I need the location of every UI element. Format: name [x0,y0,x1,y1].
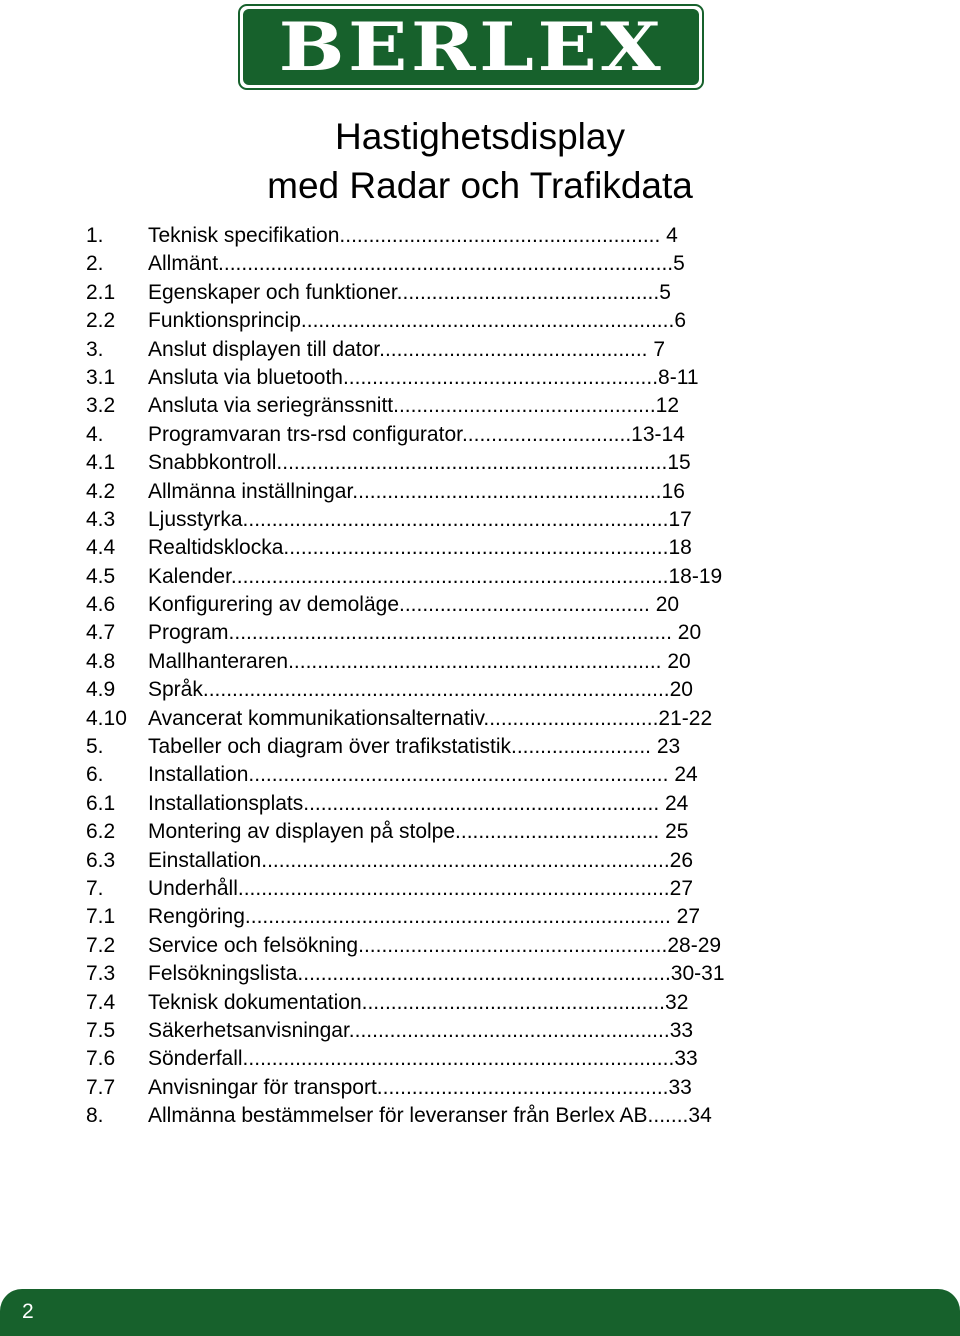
toc-item [86,790,886,818]
toc-item-number: 6.1 [86,791,116,815]
toc-item [86,534,886,562]
berlex-logo [238,4,704,90]
toc-item-number: 3. [86,337,104,361]
toc-item [86,279,886,307]
toc-item [86,364,886,392]
toc-item-number: 4.9 [86,678,116,702]
toc-item [86,989,886,1017]
toc-item [86,222,886,250]
toc-item-number: 7.2 [86,933,116,957]
toc-item-entry: Funktionsprincip................................................................6 [148,309,686,333]
toc-item-entry: Felsökningslista................................................................30-31 [148,962,725,986]
toc-item-entry: Programvaran trs-rsd configurator.............................13-14 [148,422,685,446]
toc-item-entry: Ansluta via bluetooth......................................................8-11 [148,365,699,389]
toc-item-number: 7.5 [86,1018,116,1042]
toc-item [86,1017,886,1045]
toc-item-number: 8. [86,1104,104,1128]
toc-item [86,478,886,506]
toc-item-number: 4.5 [86,564,116,588]
toc-item-entry: Allmänna bestämmelser för leveranser från Berlex AB.......34 [148,1104,712,1128]
toc-item-number: 2. [86,252,104,276]
toc-item-entry: Ansluta via seriegränssnitt.............................................12 [148,394,680,418]
toc-item-number: 4.10 [86,706,127,730]
toc-item [86,619,886,647]
toc-item-entry: Säkerhetsanvisningar.......................................................33 [148,1018,694,1042]
toc-item [86,875,886,903]
toc-item [86,563,886,591]
toc-item-entry: Konfigurering av demoläge........................................... 20 [148,593,680,617]
page-title-line-1: Hastighetsdisplay [335,116,625,157]
toc-item-number: 1. [86,224,104,247]
toc-item-entry: Teknisk specifikation....................................................... 4 [148,224,678,247]
toc-item-entry: Tabeller och diagram över trafikstatistik........................ 23 [148,735,681,759]
toc-item-entry: Program............................................................................ 20 [148,621,702,645]
toc-item-entry: Snabbkontroll...................................................................15 [148,451,691,475]
toc-item [86,250,886,278]
toc-item-entry: Einstallation......................................................................26 [148,848,694,872]
toc-item-entry: Ljusstyrka.........................................................................17 [148,507,692,531]
toc-item-number: 7.7 [86,1075,116,1099]
toc-item-entry: Språk................................................................................20 [148,678,693,702]
toc-item-entry: Sönderfall..........................................................................33 [148,1047,698,1071]
toc-item-number: 4.2 [86,479,116,503]
logo-background [243,9,699,85]
toc-item-entry: Teknisk dokumentation....................................................32 [148,990,689,1014]
toc-item-number: 6. [86,763,104,787]
toc-item-entry: Anvisningar för transport..................................................33 [148,1075,692,1099]
toc-item-entry: Kalender...........................................................................18-19 [148,564,723,588]
toc-item-number: 4.7 [86,621,116,645]
toc-item [86,421,886,449]
page-number: 2 [22,1300,34,1323]
toc-item-entry: Installationsplats............................................................. 24 [148,791,689,815]
toc-item-number: 2.2 [86,309,116,333]
toc-item-entry: Egenskaper och funktioner.............................................5 [148,280,671,304]
toc-item-entry: Allmänt..............................................................................5 [148,252,685,276]
toc-item-number: 4.6 [86,593,116,617]
toc-item-entry: Realtidsklocka..................................................................18 [148,536,692,560]
toc-item-number: 5. [86,735,104,759]
toc-item [86,648,886,676]
toc-item-entry: Avancerat kommunikationsalternativ..............................21-22 [148,706,713,730]
table-of-contents [86,222,886,1131]
toc-item-number: 3.1 [86,365,116,389]
toc-item [86,705,886,733]
toc-item [86,1102,886,1130]
toc-item-entry: Service och felsökning.....................................................28-29 [148,933,722,957]
toc-item [86,336,886,364]
toc-item [86,761,886,789]
toc-item-number: 7.4 [86,990,116,1014]
toc-item [86,307,886,335]
toc-item [86,591,886,619]
toc-item-number: 7.1 [86,905,116,929]
logo-text: BERLEX [278,8,664,86]
toc-item [86,847,886,875]
toc-item [86,932,886,960]
toc-item-number: 7.3 [86,962,116,986]
toc-item [86,449,886,477]
toc-item-entry: Rengöring......................................................................... 27 [148,905,701,929]
toc-item-entry: Anslut displayen till dator.............................................. 7 [148,337,666,361]
page-title-line-2: med Radar och Trafikdata [267,165,693,206]
toc-item-number: 4.8 [86,649,116,673]
toc-item-number: 4.1 [86,451,116,475]
toc-item-entry: Installation........................................................................ 24 [148,763,698,787]
toc-item-entry: Allmänna inställningar.....................................................16 [148,479,685,503]
toc-item-number: 4. [86,422,104,446]
toc-item [86,1074,886,1102]
toc-item [86,818,886,846]
toc-item [86,392,886,420]
toc-item [86,676,886,704]
toc-item-entry: Mallhanteraren................................................................ 20 [148,649,691,673]
toc-item [86,1045,886,1073]
footer-bar [0,1289,960,1336]
toc-item [86,903,886,931]
toc-item-number: 6.3 [86,848,116,872]
toc-item-number: 2.1 [86,280,116,304]
toc-item-entry: Montering av displayen på stolpe................................... 25 [148,820,689,844]
page-title [0,112,960,210]
toc-item-number: 3.2 [86,394,116,418]
toc-item-number: 4.4 [86,536,116,560]
toc-item-number: 7.6 [86,1047,116,1071]
toc-item-number: 4.3 [86,507,116,531]
toc-item-number: 7. [86,876,104,900]
toc-item-number: 6.2 [86,820,116,844]
toc-item [86,506,886,534]
toc-item [86,733,886,761]
toc-item [86,960,886,988]
toc-item-entry: Underhåll..........................................................................27 [148,876,693,900]
